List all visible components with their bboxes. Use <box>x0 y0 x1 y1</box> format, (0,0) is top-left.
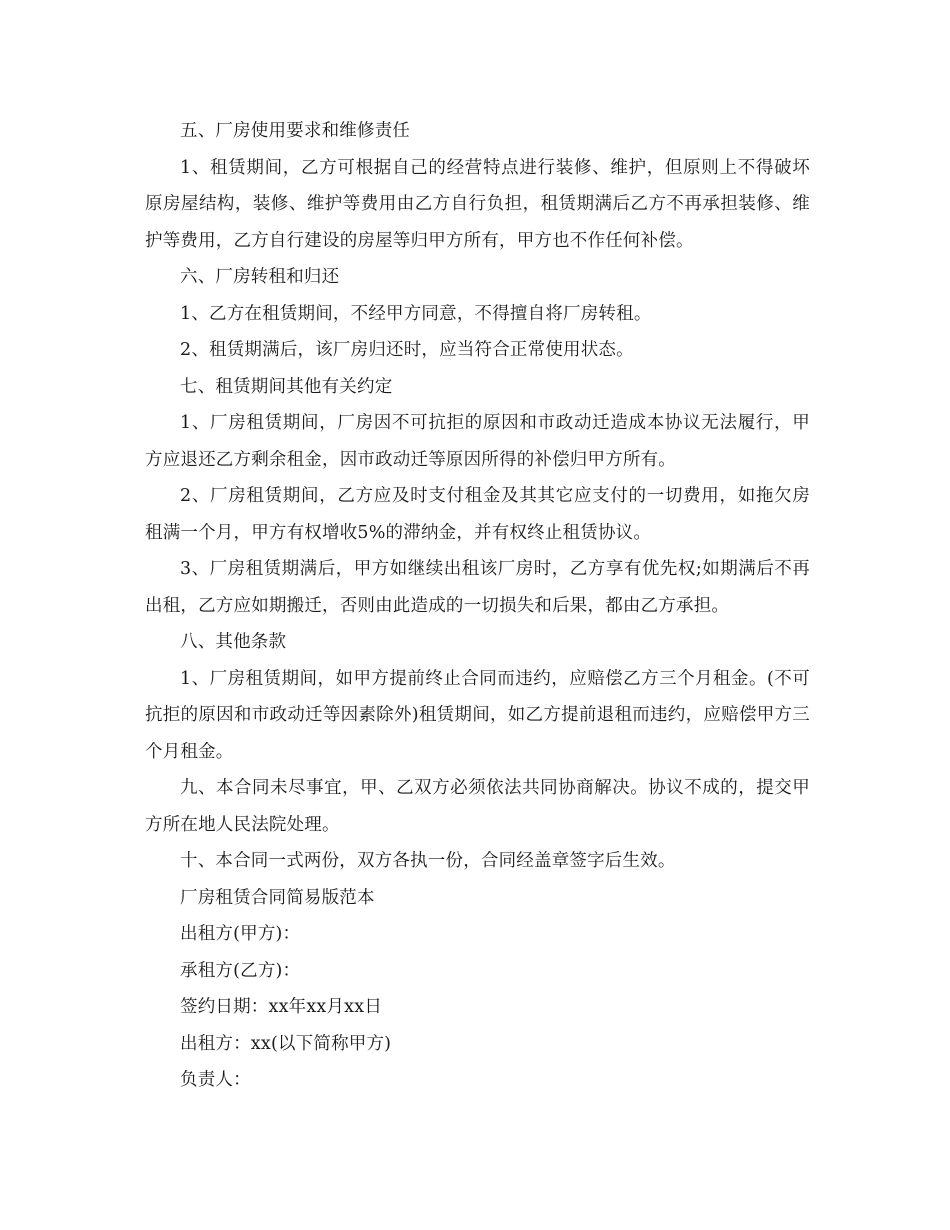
document-body <box>145 113 810 1099</box>
section-10: 十、本合同一式两份，双方各执一份，合同经盖章签字后生效。 <box>180 851 676 871</box>
clause-8-1: 1、厂房租赁期间，如甲方提前终止合同而违约，应赔偿乙方三个月租金。(不可抗拒的原因和市政动迁等因素除外)租赁期间，如乙方提前退租而违约，应赔偿甲方三个月租金。 <box>145 668 810 762</box>
clause-6-1: 1、乙方在租赁期间，不经甲方同意，不得擅自将厂房转租。 <box>180 303 652 324</box>
signing-date-field: 签约日期：xx年xx月xx日 <box>180 997 383 1017</box>
clause-5-1: 1、租赁期间，乙方可根据自己的经营特点进行装修、维护，但原则上不得破坏原房屋结构，装修、维护等费用由乙方自行负担，租赁期满后乙方不再承担装修、维护等费用，乙方自行建设的房屋等归甲方所有，甲方也不作任何补偿。 <box>145 157 810 251</box>
template-title: 厂房租赁合同简易版范本 <box>180 887 375 908</box>
clause-7-2: 2、厂房租赁期间，乙方应及时支付租金及其其它应支付的一切费用，如拖欠房租满一个月，甲方有权增收5%的滞纳金，并有权终止租赁协议。 <box>145 486 810 543</box>
section-heading-7: 七、租赁期间其他有关约定 <box>180 376 393 397</box>
section-heading-8: 八、其他条款 <box>180 632 287 652</box>
lessee-field: 承租方(乙方)： <box>180 960 301 981</box>
lessor-field: 出租方(甲方)： <box>180 924 301 944</box>
lessor-name-field: 出租方：xx(以下简称甲方) <box>180 1033 392 1054</box>
clause-7-3: 3、厂房租赁期满后，甲方如继续出租该厂房时，乙方享有优先权;如期满后不再出租，乙方应如期搬迁，否则由此造成的一切损失和后果，都由乙方承担。 <box>145 559 810 616</box>
clause-7-1: 1、厂房租赁期间，厂房因不可抗拒的原因和市政动迁造成本协议无法履行，甲方应退还乙方剩余租金，因市政动迁等原因所得的补偿归甲方所有。 <box>145 413 810 470</box>
section-heading-6: 六、厂房转租和归还 <box>180 267 340 287</box>
section-heading-5: 五、厂房使用要求和维修责任 <box>180 121 411 141</box>
responsible-person-field: 负责人： <box>180 1070 251 1090</box>
section-9: 九、本合同未尽事宜，甲、乙双方必须依法共同协商解决。协议不成的，提交甲方所在地人民法院处理。 <box>145 778 810 835</box>
clause-6-2: 2、租赁期满后，该厂房归还时，应当符合正常使用状态。 <box>180 340 634 360</box>
